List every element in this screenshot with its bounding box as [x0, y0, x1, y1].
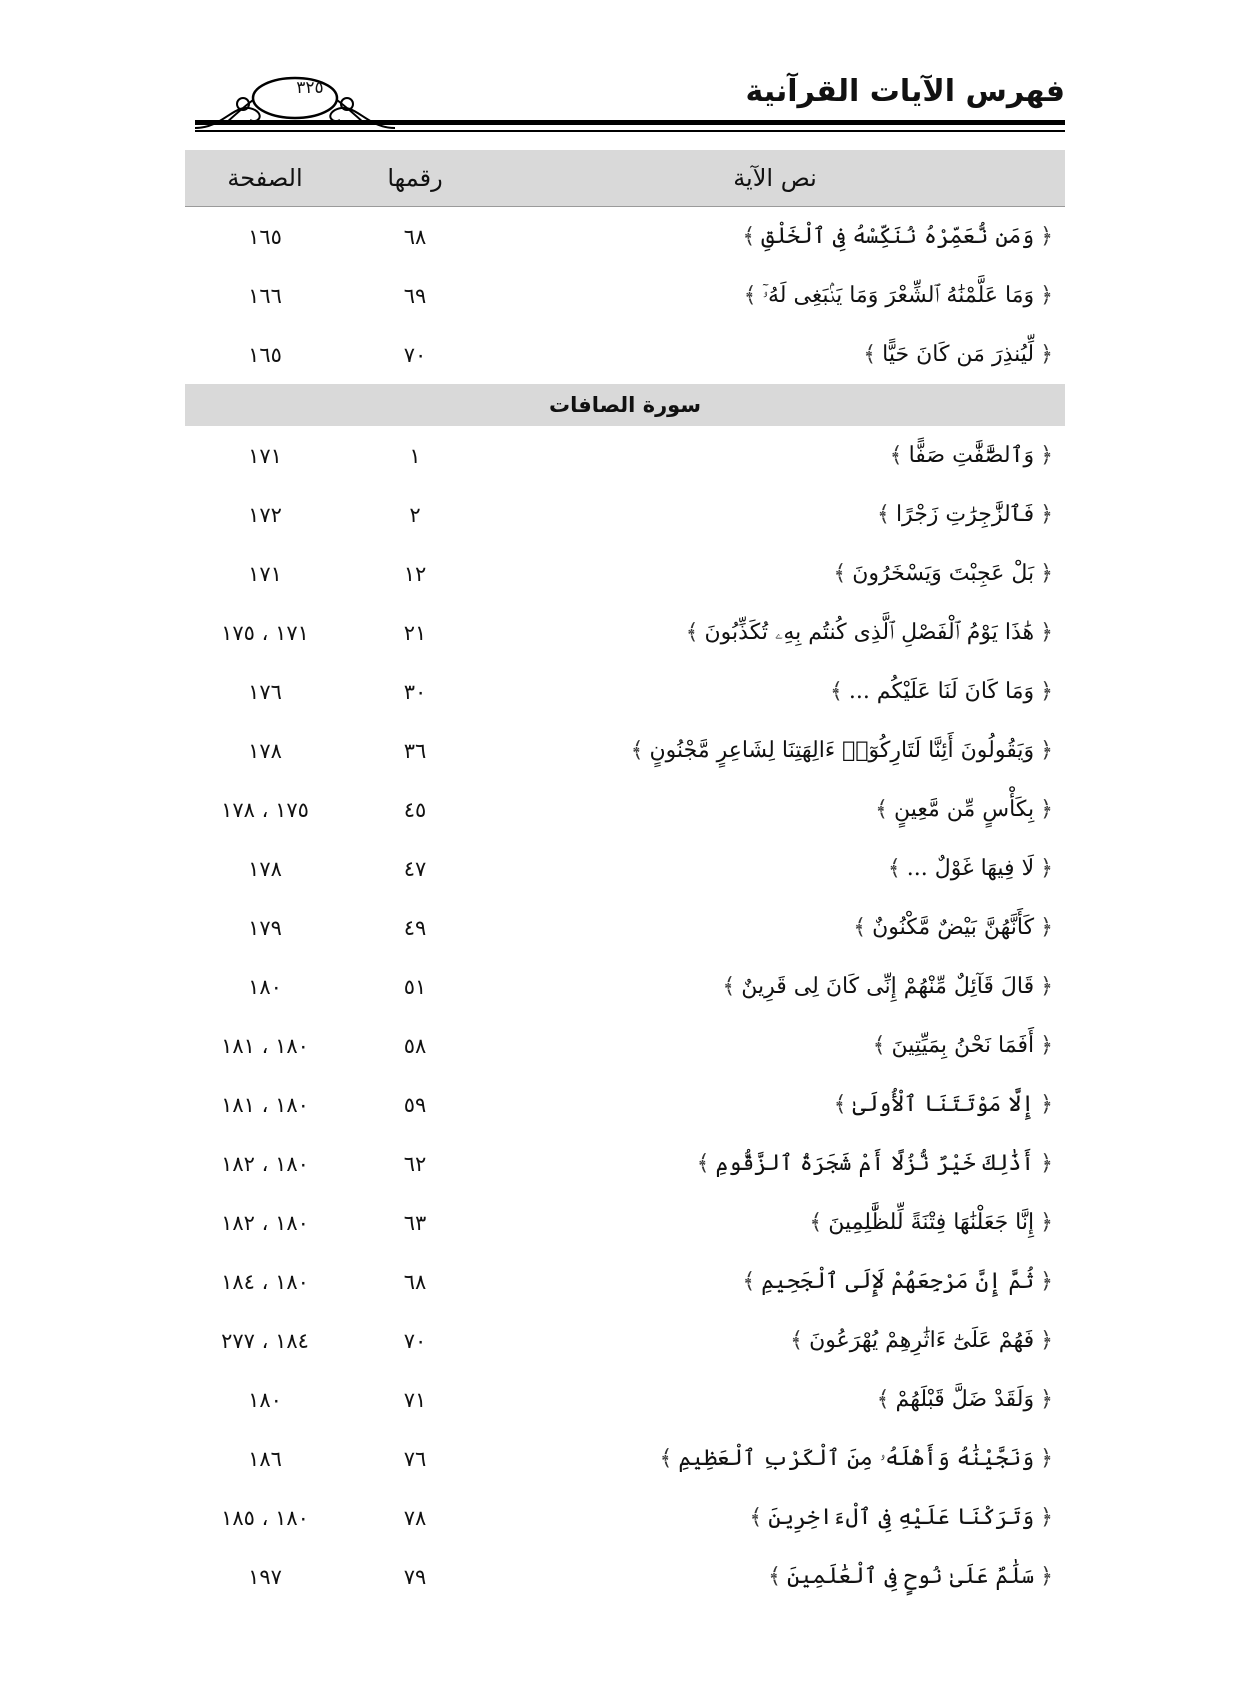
page-reference-cell: ١٨٠ ، ١٨٢ — [221, 1151, 309, 1176]
open-bracket-icon: ﴿ — [1040, 797, 1053, 822]
verse-number-cell: ٦٨ — [403, 1269, 427, 1294]
verse-number-cell: ٥٩ — [403, 1092, 427, 1117]
open-bracket-icon: ﴿ — [1040, 1564, 1053, 1589]
verse-text: فَهُمْ عَلَىٰٓ ءَاثَٰرِهِمْ يُهْرَعُونَ — [809, 1328, 1035, 1353]
close-bracket-icon: ﴾ — [685, 620, 699, 645]
table-row — [185, 780, 1065, 839]
surah-title: سورة الصافات — [185, 384, 1065, 426]
verse-number-cell: ٤٥ — [403, 797, 427, 822]
index-title: فهرس الآيات القرآنية — [745, 74, 1065, 109]
table-row — [185, 1370, 1065, 1429]
verse-number-cell: ١ — [409, 443, 421, 468]
close-bracket-icon: ﴾ — [872, 1033, 886, 1058]
surah-heading-row — [185, 384, 1065, 426]
column-header-verse: نص الآية — [485, 150, 1065, 207]
verse-text: كَأَنَّهُنَّ بَيْضٌ مَّكْنُونٌ — [872, 915, 1035, 940]
close-bracket-icon: ﴾ — [743, 283, 757, 308]
close-bracket-icon: ﴾ — [833, 1092, 847, 1117]
verse-cell — [485, 266, 1065, 325]
table-header — [185, 150, 1065, 207]
close-bracket-icon: ﴾ — [742, 224, 756, 249]
page-reference-cell: ١٨٠ ، ١٨١ — [221, 1033, 309, 1058]
verse-cell — [485, 1252, 1065, 1311]
verse-text: بِكَأْسٍ مِّن مَّعِينٍ — [893, 797, 1035, 822]
table-row — [185, 721, 1065, 780]
table-row — [185, 1193, 1065, 1252]
close-bracket-icon: ﴾ — [833, 561, 847, 586]
verse-number-cell: ٣٦ — [403, 738, 427, 763]
verse-cell — [485, 1311, 1065, 1370]
page-reference-cell: ١٨٠ ، ١٨١ — [221, 1092, 309, 1117]
open-bracket-icon: ﴿ — [1040, 283, 1053, 308]
verse-cell — [485, 1370, 1065, 1429]
table-row — [185, 426, 1065, 485]
table-row — [185, 266, 1065, 325]
page-reference-cell: ١٧٥ ، ١٧٨ — [221, 797, 309, 822]
verse-text: وَنَجَّيْنَٰهُ وَأَهْلَهُۥ مِنَ ٱلْكَرْبِ ٱلْعَظِيمِ — [678, 1446, 1035, 1471]
verse-number-cell: ٦٣ — [403, 1210, 427, 1235]
close-bracket-icon: ﴾ — [876, 1387, 890, 1412]
close-bracket-icon: ﴾ — [809, 1210, 823, 1235]
table-row — [185, 662, 1065, 721]
verse-number-cell: ٦٨ — [403, 224, 427, 249]
verse-text: وَلَقَدْ ضَلَّ قَبْلَهُمْ — [895, 1387, 1035, 1412]
page-reference-cell: ١٨٠ ، ١٨٤ — [221, 1269, 309, 1294]
close-bracket-icon: ﴾ — [742, 1269, 756, 1294]
page-reference-cell: ١٨٠ ، ١٨٢ — [221, 1210, 309, 1235]
verse-text: بَلْ عَجِبْتَ وَيَسْخَرُونَ — [852, 561, 1035, 586]
verse-text: وَتَرَكْنَا عَلَيْهِ فِى ٱلْءَاخِرِينَ — [768, 1505, 1035, 1530]
table-row — [185, 544, 1065, 603]
page-reference-cell: ١٧٨ — [248, 738, 282, 763]
open-bracket-icon: ﴿ — [1040, 1092, 1053, 1117]
open-bracket-icon: ﴿ — [1040, 443, 1053, 468]
verse-cell — [485, 1193, 1065, 1252]
verse-number-cell: ٦٢ — [403, 1151, 427, 1176]
page-reference-cell: ١٨٦ — [248, 1446, 282, 1471]
open-bracket-icon: ﴿ — [1040, 1269, 1053, 1294]
verse-text: فَٱلزَّٰجِرَٰتِ زَجْرًا — [895, 502, 1035, 527]
open-bracket-icon: ﴿ — [1040, 502, 1053, 527]
verse-number-cell: ٢ — [409, 502, 421, 527]
header-rule-thick — [195, 120, 1065, 125]
open-bracket-icon: ﴿ — [1040, 679, 1053, 704]
table-row — [185, 1547, 1065, 1606]
verse-number-cell: ٧٠ — [403, 342, 427, 367]
verse-text: وَمَا عَلَّمْنَٰهُ ٱلشِّعْرَ وَمَا يَنۢبَغِى لَهُۥٓ — [762, 283, 1035, 308]
table-row — [185, 1488, 1065, 1547]
open-bracket-icon: ﴿ — [1040, 1328, 1053, 1353]
page-reference-cell: ١٨٠ ، ١٨٥ — [221, 1505, 309, 1530]
verse-cell — [485, 957, 1065, 1016]
close-bracket-icon: ﴾ — [768, 1564, 781, 1589]
header-rule-thin — [195, 130, 1065, 132]
verse-cell — [485, 1488, 1065, 1547]
table-row — [185, 1311, 1065, 1370]
table-row — [185, 1429, 1065, 1488]
verse-cell — [485, 721, 1065, 780]
open-bracket-icon: ﴿ — [1040, 738, 1053, 763]
table-row — [185, 207, 1065, 267]
verse-text: ثُمَّ إِنَّ مَرْجِعَهُمْ لَإِلَى ٱلْجَحِيمِ — [761, 1269, 1035, 1294]
verse-text: وَيَقُولُونَ أَئِنَّا لَتَارِكُوٓا۟ ءَالِهَتِنَا لِشَاعِرٍ مَّجْنُونٍ — [649, 738, 1035, 763]
page-reference-cell: ١٩٧ — [248, 1564, 282, 1589]
table-body — [185, 207, 1065, 1607]
verse-text: أَذَٰلِكَ خَيْرٌ نُّزُلًا أَمْ شَجَرَةُ ٱلزَّقُّومِ — [715, 1151, 1035, 1176]
page-reference-cell: ١٧١ — [248, 443, 282, 468]
table-row — [185, 325, 1065, 384]
verse-cell — [485, 1429, 1065, 1488]
verse-text: لِّيُنذِرَ مَن كَانَ حَيًّا — [882, 342, 1035, 367]
verse-cell — [485, 839, 1065, 898]
page-reference-cell: ١٧٦ — [248, 679, 282, 704]
table-row — [185, 1016, 1065, 1075]
verse-number-cell: ٥١ — [403, 974, 427, 999]
open-bracket-icon: ﴿ — [1040, 1505, 1053, 1530]
close-bracket-icon: ﴾ — [829, 679, 843, 704]
page-reference-cell: ١٨٠ — [248, 1387, 282, 1412]
page-reference-cell: ١٦٥ — [248, 224, 282, 249]
page-reference-cell: ١٦٥ — [248, 342, 282, 367]
close-bracket-icon: ﴾ — [887, 856, 901, 881]
table-row — [185, 485, 1065, 544]
open-bracket-icon: ﴿ — [1040, 620, 1053, 645]
page-reference-cell: ١٧١ ، ١٧٥ — [221, 620, 309, 645]
page-reference-cell: ١٦٦ — [248, 283, 282, 308]
verse-cell — [485, 544, 1065, 603]
verse-number-cell: ١٢ — [403, 561, 427, 586]
open-bracket-icon: ﴿ — [1040, 1151, 1053, 1176]
column-header-page: الصفحة — [185, 150, 345, 207]
verse-cell — [485, 1134, 1065, 1193]
verse-text: وَمَن نُّعَمِّرْهُ نُنَكِّسْهُ فِى ٱلْخَلْقِ — [761, 224, 1035, 249]
verse-text: سَلَٰمٌ عَلَىٰ نُوحٍ فِى ٱلْعَٰلَمِينَ — [786, 1564, 1035, 1589]
verse-cell — [485, 603, 1065, 662]
close-bracket-icon: ﴾ — [853, 915, 867, 940]
table-row — [185, 1075, 1065, 1134]
verse-text: وَٱلصَّٰٓفَّٰتِ صَفًّا — [908, 443, 1035, 468]
verse-number-cell: ٧١ — [403, 1387, 427, 1412]
verse-number-cell: ٣٠ — [403, 679, 427, 704]
verse-cell — [485, 780, 1065, 839]
table-row — [185, 603, 1065, 662]
open-bracket-icon: ﴿ — [1040, 561, 1053, 586]
close-bracket-icon: ﴾ — [863, 342, 877, 367]
column-header-number: رقمها — [345, 150, 485, 207]
open-bracket-icon: ﴿ — [1040, 1387, 1053, 1412]
close-bracket-icon: ﴾ — [659, 1446, 673, 1471]
verse-number-cell: ٧٨ — [403, 1505, 427, 1530]
close-bracket-icon: ﴾ — [722, 974, 736, 999]
verse-text: أَفَمَا نَحْنُ بِمَيِّتِينَ — [891, 1033, 1035, 1058]
close-bracket-icon: ﴾ — [630, 738, 644, 763]
table-row — [185, 1252, 1065, 1311]
verse-number-cell: ٤٩ — [403, 915, 427, 940]
open-bracket-icon: ﴿ — [1040, 974, 1053, 999]
close-bracket-icon: ﴾ — [877, 502, 890, 527]
verse-text: لَا فِيهَا غَوْلٌ ... — [906, 856, 1035, 881]
verse-cell — [485, 662, 1065, 721]
close-bracket-icon: ﴾ — [889, 443, 903, 468]
open-bracket-icon: ﴿ — [1040, 224, 1053, 249]
verse-cell — [485, 1016, 1065, 1075]
verse-number-cell: ٥٨ — [403, 1033, 427, 1058]
verse-number-cell: ٧٩ — [403, 1564, 427, 1589]
table-row — [185, 957, 1065, 1016]
page-reference-cell: ١٧١ — [248, 561, 282, 586]
table-row — [185, 1134, 1065, 1193]
close-bracket-icon: ﴾ — [749, 1505, 763, 1530]
open-bracket-icon: ﴿ — [1040, 342, 1053, 367]
open-bracket-icon: ﴿ — [1040, 856, 1053, 881]
verse-number-cell: ٦٩ — [403, 283, 427, 308]
verse-cell — [485, 1075, 1065, 1134]
verse-text: إِنَّا جَعَلْنَٰهَا فِتْنَةً لِّلظَّٰلِمِينَ — [828, 1210, 1035, 1235]
close-bracket-icon: ﴾ — [790, 1328, 804, 1353]
verse-text: وَمَا كَانَ لَنَا عَلَيْكُم ... — [848, 679, 1035, 704]
verse-cell — [485, 1547, 1065, 1606]
verse-number-cell: ٢١ — [403, 620, 427, 645]
open-bracket-icon: ﴿ — [1040, 1446, 1053, 1471]
verse-number-cell: ٤٧ — [403, 856, 427, 881]
verse-cell — [485, 207, 1065, 267]
page-reference-cell: ١٨٤ ، ٢٧٧ — [221, 1328, 309, 1353]
page-reference-cell: ١٧٩ — [248, 915, 282, 940]
verse-text: إِلَّا مَوْتَتَنَا ٱلْأُولَىٰ — [852, 1092, 1035, 1117]
open-bracket-icon: ﴿ — [1040, 915, 1053, 940]
verse-text: هَٰذَا يَوْمُ ٱلْفَصْلِ ٱلَّذِى كُنتُم بِهِۦ تُكَذِّبُونَ — [704, 620, 1035, 645]
open-bracket-icon: ﴿ — [1040, 1033, 1053, 1058]
close-bracket-icon: ﴾ — [696, 1151, 710, 1176]
open-bracket-icon: ﴿ — [1040, 1210, 1053, 1235]
page-reference-cell: ١٧٢ — [248, 502, 282, 527]
verse-cell — [485, 485, 1065, 544]
verse-index-table — [185, 150, 1065, 1606]
page-reference-cell: ١٧٨ — [248, 856, 282, 881]
page-number: ٣٢٥ — [296, 78, 324, 98]
verse-number-cell: ٧٦ — [403, 1446, 427, 1471]
verse-cell — [485, 426, 1065, 485]
page-reference-cell: ١٨٠ — [248, 974, 282, 999]
verse-cell — [485, 325, 1065, 384]
verse-text: قَالَ قَآئِلٌ مِّنْهُمْ إِنِّى كَانَ لِى قَرِينٌ — [741, 974, 1035, 999]
verse-cell — [485, 898, 1065, 957]
verse-number-cell: ٧٠ — [403, 1328, 427, 1353]
close-bracket-icon: ﴾ — [875, 797, 888, 822]
table-row — [185, 839, 1065, 898]
table-row — [185, 898, 1065, 957]
